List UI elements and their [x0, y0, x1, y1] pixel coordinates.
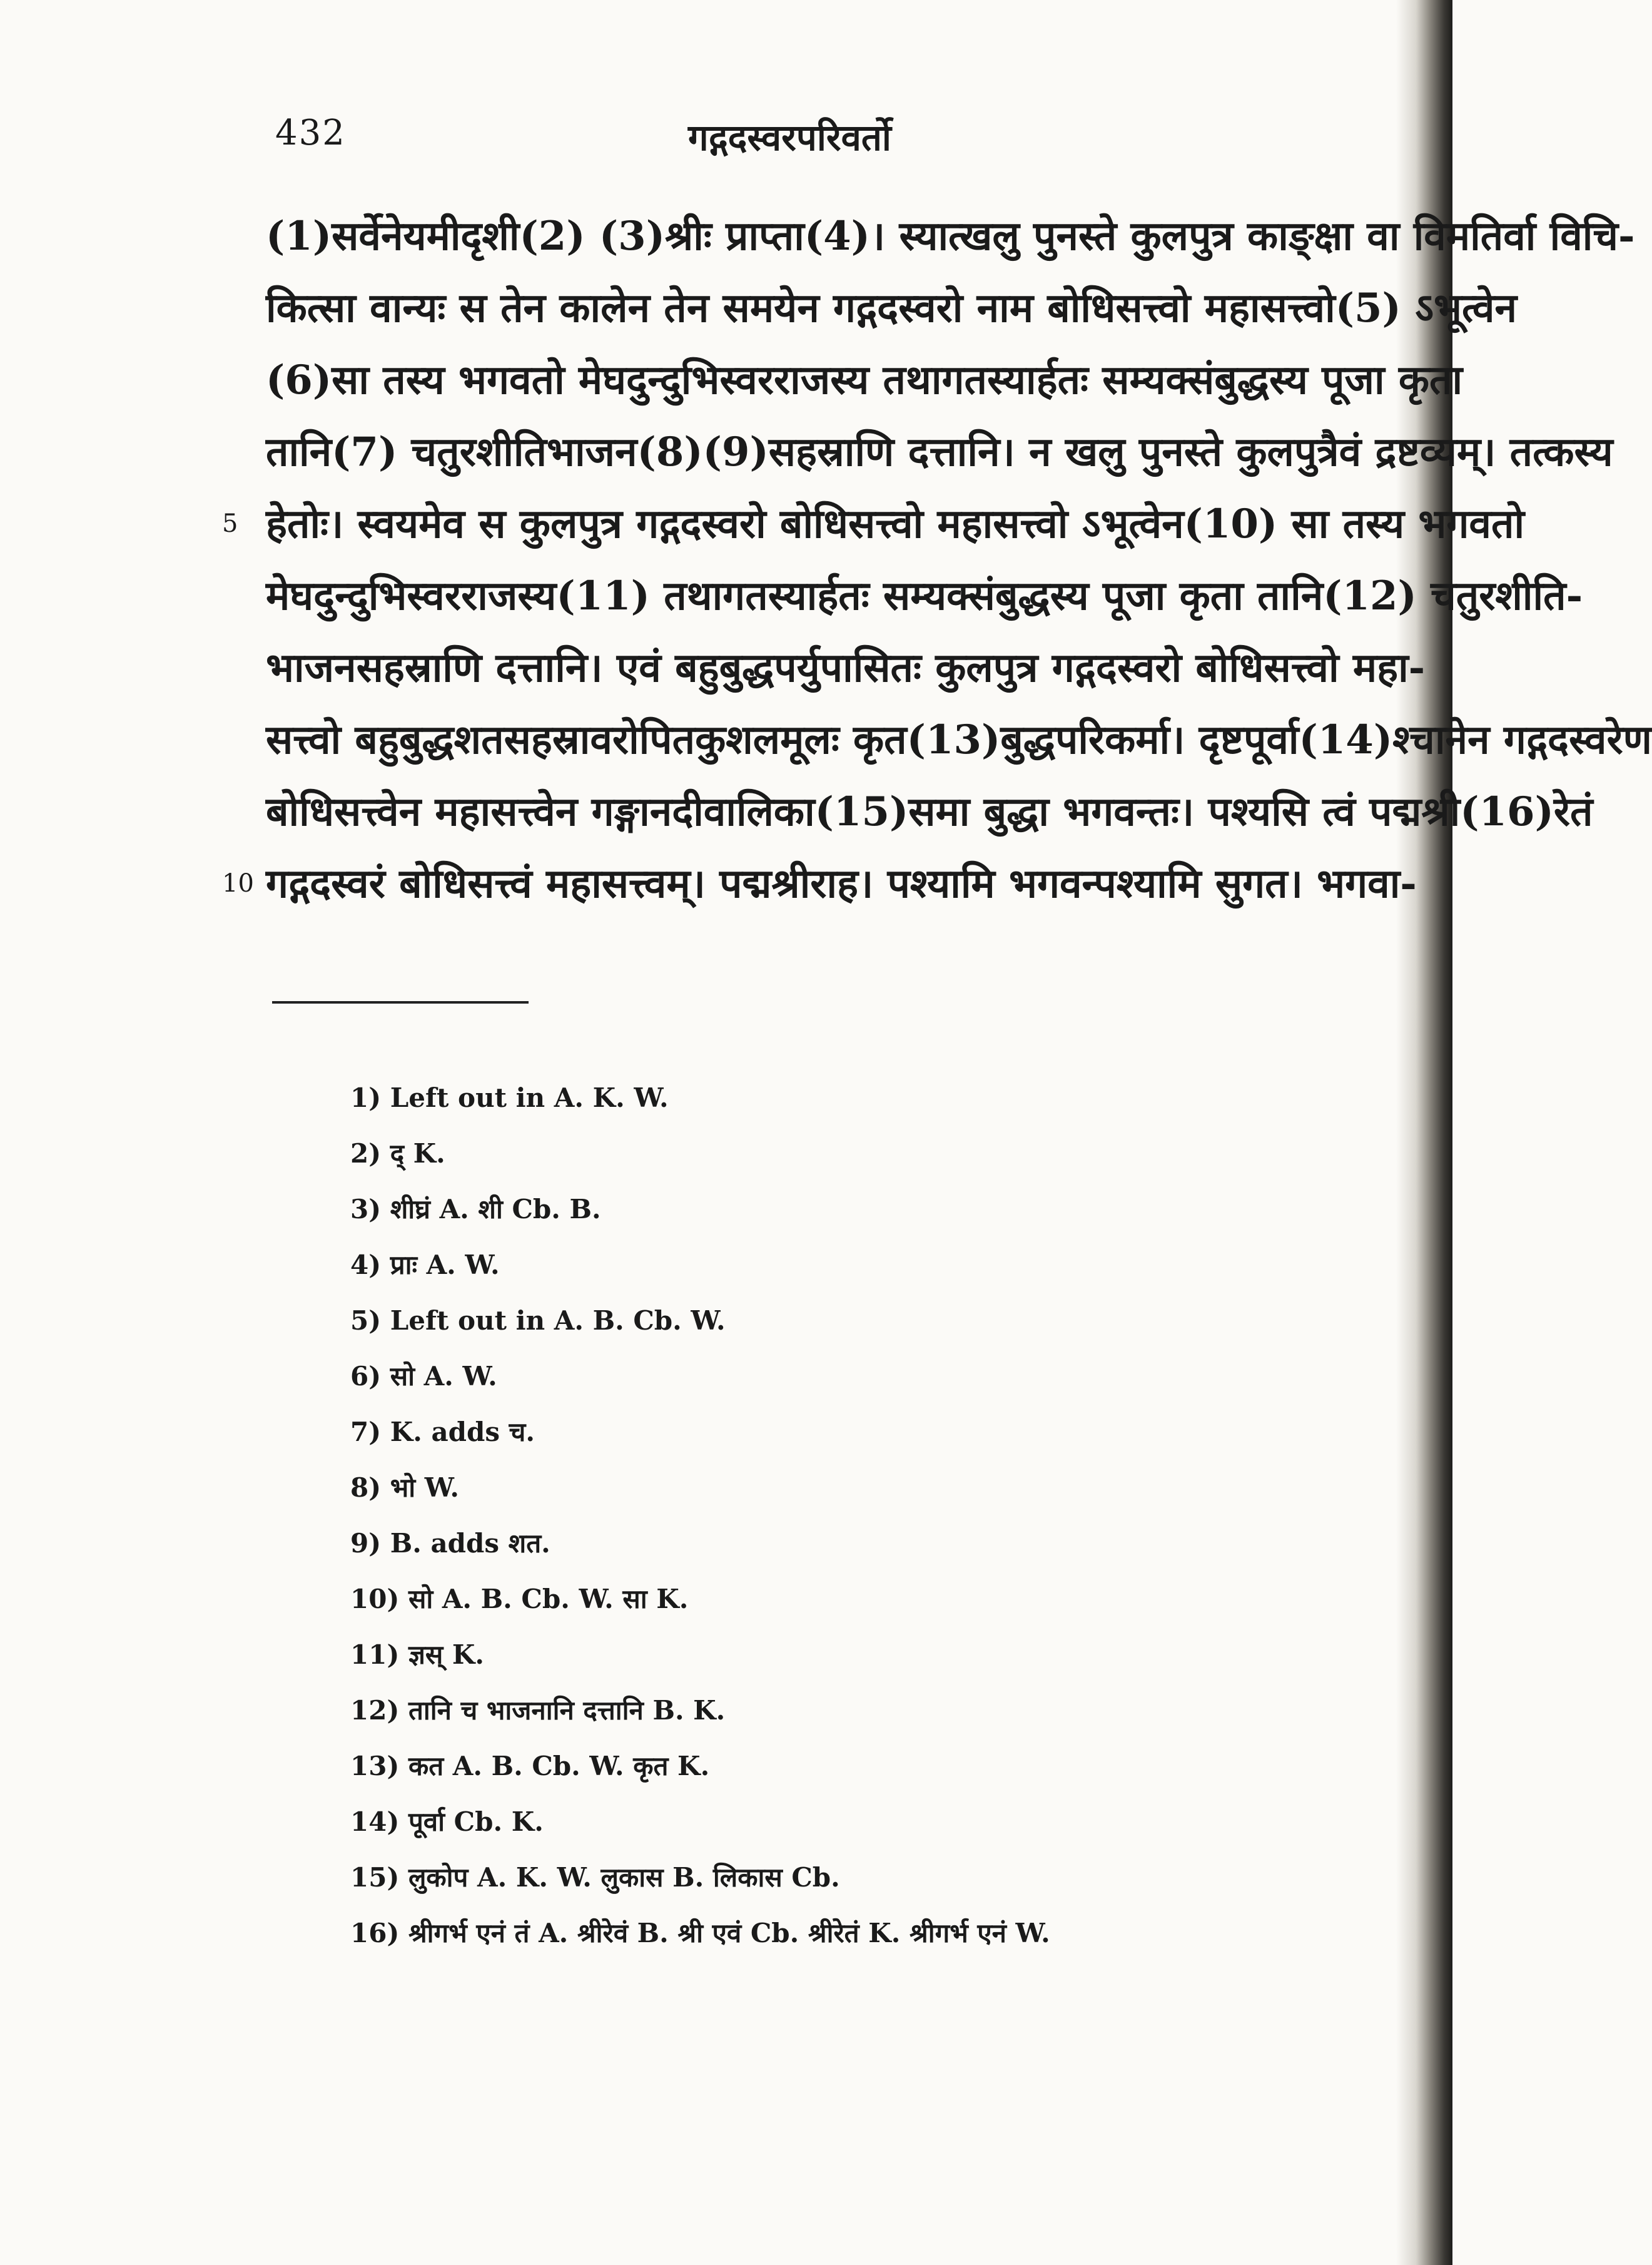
page-gutter-shadow: [1396, 0, 1452, 2265]
line-text: गद्गदस्वरं बोधिसत्त्वं महासत्त्वम्। पद्मश्रीराह। पश्यामि भगवन्पश्यामि सुगत। भगवा-: [266, 860, 1417, 907]
line-text: सत्त्वो बहुबुद्धशतसहस्रावरोपितकुशलमूलः कृत(13)बुद्धपरिकर्मा। दृष्टपूर्वा(14)श्चानेन गद्गदस्वरेण: [266, 716, 1652, 763]
text-line-1: [266, 200, 1635, 272]
footnote-12: 12) तानि च भाजनानि दत्तानि B. K.: [350, 1695, 726, 1726]
page-number: 432: [275, 113, 346, 153]
text-line-4: [266, 416, 1613, 488]
footnote-7: 7) K. adds च.: [350, 1417, 535, 1447]
text-line-9: [266, 776, 1593, 848]
footnote-2: 2) द् K.: [350, 1138, 445, 1169]
footnote-8: 8) भो W.: [350, 1472, 459, 1503]
text-line-8: [266, 704, 1652, 776]
text-line-10: [222, 848, 1417, 920]
footnote-15: 15) लुकोप A. K. W. लुकास B. लिकास Cb.: [350, 1862, 840, 1893]
line-text: तानि(7) चतुरशीतिभाजन(8)(9)सहस्राणि दत्तानि। न खलु पुनस्ते कुलपुत्रैवं द्रष्टव्यम्। तत्कस्य: [266, 429, 1613, 476]
line-text: मेघदुन्दुभिस्वरराजस्य(11) तथागतस्यार्हतः सम्यक्संबुद्धस्य पूजा कृता तानि(12) चतुरशीति-: [266, 573, 1583, 619]
line-number: 5: [222, 509, 238, 538]
footnotes-block: [350, 1070, 1050, 1961]
line-text: कित्सा वान्यः स तेन कालेन तेन समयेन गद्गदस्वरो नाम बोधिसत्त्वो महासत्त्वो(5) ऽभूत्वेन: [266, 285, 1518, 332]
line-number: 10: [222, 869, 254, 898]
main-text-block: [222, 200, 1652, 920]
text-line-5: [222, 488, 1525, 560]
footnote-6: 6) सो A. W.: [350, 1361, 497, 1392]
footnote-11: 11) ज्ञस् K.: [350, 1639, 485, 1670]
text-line-6: [266, 560, 1583, 632]
footnote-16: 16) श्रीगर्भ एनं तं A. श्रीरेवं B. श्री एवं Cb. श्रीरेतं K. श्रीगर्भ एनं W.: [350, 1918, 1050, 1948]
text-line-7: [266, 632, 1426, 704]
line-text: (6)सा तस्य भगवतो मेघदुन्दुभिस्वरराजस्य तथागतस्यार्हतः सम्यक्संबुद्धस्य पूजा कृता: [266, 357, 1463, 404]
footnote-3: 3) शीघ्रं A. शी Cb. B.: [350, 1194, 601, 1224]
text-line-2: [266, 272, 1518, 344]
text-line-3: [266, 344, 1463, 416]
footnote-13: 13) कत A. B. Cb. W. कृत K.: [350, 1751, 710, 1781]
footnote-14: 14) पूर्वा Cb. K.: [350, 1806, 544, 1837]
footnote-5: 5) Left out in A. B. Cb. W.: [350, 1305, 726, 1336]
line-text: बोधिसत्त्वेन महासत्त्वेन गङ्गानदीवालिका(15)समा बुद्धा भगवन्तः। पश्यसि त्वं पद्मश्री(16)रेतं: [266, 788, 1593, 835]
running-title: गद्गदस्वरपरिवर्तो: [688, 116, 891, 159]
line-text: भाजनसहस्राणि दत्तानि। एवं बहुबुद्धपर्युपासितः कुलपुत्र गद्गदस्वरो बोधिसत्त्वो महा-: [266, 644, 1426, 691]
line-text: (1)सर्वेनेयमीदृशी(2) (3)श्रीः प्राप्ता(4)। स्यात्खलु पुनस्ते कुलपुत्र काङ्क्षा वा विमतिर्वा विचि-: [266, 213, 1635, 260]
footnote-1: 1) Left out in A. K. W.: [350, 1082, 669, 1113]
footnote-divider: [272, 1001, 529, 1004]
footnote-4: 4) प्राः A. W.: [350, 1250, 500, 1280]
line-text: हेतोः। स्वयमेव स कुलपुत्र गद्गदस्वरो बोधिसत्त्वो महासत्त्वो ऽभूत्वेन(10) सा तस्य भगवतो: [266, 501, 1525, 547]
footnote-9: 9) B. adds शत.: [350, 1528, 550, 1559]
footnote-10: 10) सो A. B. Cb. W. सा K.: [350, 1584, 689, 1614]
